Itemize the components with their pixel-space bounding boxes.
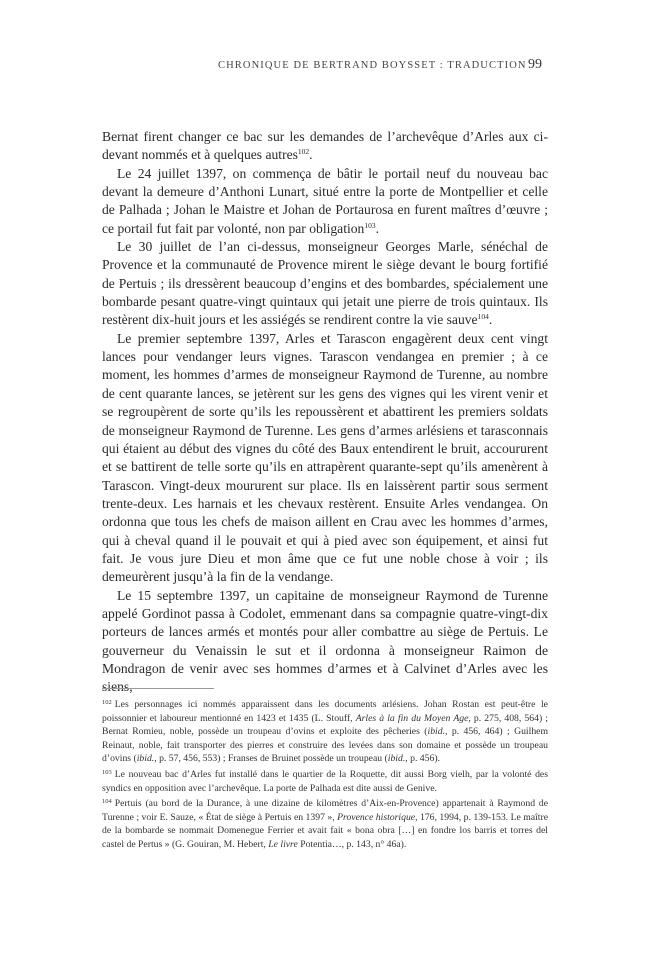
paragraph-text: Bernat firent changer ce bac sur les demandes de l’archevêque d’Arles aux ci-devant nommés et à quelques autres [102,129,548,163]
footnote-text: Potentia…, p. 143, n° 46a). [297,838,407,850]
paragraph [102,165,548,238]
footnotes [102,696,548,852]
paragraph-text: Le 24 juillet 1397, on commença de bâtir le portail neuf du nouveau bac devant la demeure d’Anthoni Lunart, situé entre la porte de Montpellier et celle de Palhada ; Johan le Maistre et Johan de Portaurosa en furent maîtres d’œuvre ; ce portail fut fait par volonté, non par obligation [102,165,548,236]
book-title: Le livre [268,838,298,850]
footnote-text: , p. 57, 456, 553) ; Franses de Bruinet possède un troupeau ( [154,753,388,765]
footnote-text: , p. 456). [405,753,440,765]
running-head: CHRONIQUE DE BERTRAND BOYSSET : TRADUCTION [218,60,527,71]
footnote-text: , 176, 1994, p. 139-153. Le maître de la bombarde se nommait Domenegue Ferrier et avait fait « bona obra […] en fondre los barris et torres del castel de Pertus » (G. Gouiran, M. Hebert, [102,811,548,850]
journal-title: Provence historique [337,811,416,823]
ibid: ibid. [387,753,406,765]
main-text [102,128,548,697]
footnote-ref[interactable]: 104 [477,312,489,322]
paragraph [102,128,548,165]
ibid: ibid. [136,753,155,765]
footnote-number: 104 [102,798,112,806]
ibid: ibid. [427,726,445,738]
punctuation: . [309,147,313,163]
footnote [102,766,548,795]
footnote-text: Les personnages ici nommés apparaissent dans les documents arlésiens. Johan Rostan est peut-être le poissonnier et laboureur mentionné en 1423 et 1435 (L. Stouff, [102,699,548,724]
paragraph: Le 15 septembre 1397, un capitaine de monseigneur Raymond de Turenne appelé Gordinot passa à Codolet, emmenant dans sa compagnie quatre-vingt-dix porteurs de lances armés et montés pour aller combattre au siège de Pertuis. Le gouverneur du Venaissin le sut et il ordonna à monseigneur Raimon de Mondragon de venir avec ses hommes d’armes et à Calvinet d’Arles avec les siens, [102,587,548,695]
footnote-ref[interactable]: 102 [297,147,310,157]
footnote [102,795,548,851]
footnote-text: Le nouveau bac d’Arles fut installé dans le quartier de la Roquette, dit aussi Borg vielh, par la volonté des syndics en opposition avec l’archevêque. La porte de Palhada est dite aussi de Genive. [102,768,548,794]
footnote-text: , p. 456, 464) ; Guilhem Reinaut, noble, fait transporter des pierres et construire des levées dans son domaine et possède un troupeau d’ovins ( [102,726,548,765]
page-number: 99 [528,57,542,72]
paragraph: Le premier septembre 1397, Arles et Tarascon engagèrent deux cent vingt lances pour vendanger leurs vignes. Tarascon vendangea en premier ; à ce moment, les hommes d’armes de monseigneur Raymond de Turenne, au nombre de cent quarante lances, se jetèrent sur les gens des vignes qui les virent venir et se regroupèrent de sorte qu’ils les repoussèrent et abattirent les premiers soldats de monseigneur Raymond de Turenne. Les gens d’armes arlésiens et tarasconnais qui étaient au début des vignes du côté des Baux entendirent le bruit, accoururent et se battirent de telle sorte qu’ils en attrapèrent quarante-sept qu’ils amenèrent à Tarascon. Vingt-deux moururent sur place. Ils en laissèrent partir sous serment trente-deux. Les harnais et les chevaux restèrent. Ensuite Arles vendangea. On ordonna que tous les chefs de maison aillent en Crau avec les hommes d’armes, qui à cheval quand il le pouvait et qui à pied avec son équipement, et ainsi fut fait. Je vous jure Dieu et mon âme que ce fut une noble chose à voir ; ils demeurèrent jusqu’à la fin de la vendange. [102,330,548,585]
footnote [102,696,548,766]
footnote-divider [102,688,214,689]
footnote-number: 102 [102,699,112,706]
footnote-text: Pertuis (au bord de la Durance, à une dizaine de kilomètres d’Aix-en-Provence) appartenait à Raymond de Turenne ; voir E. Sauze, « État de siège à Pertuis en 1397 », [102,798,548,823]
footnote-text: , p. 275, 408, 564) ; Bernat Romieu, noble, possède un troupeau d’ovins et exploite des pêcheries ( [102,712,548,738]
paragraph [102,238,548,330]
book-title: Arles à la fin du Moyen Age [355,712,469,724]
footnote-ref[interactable]: 103 [364,220,376,230]
paragraph-text: Le 30 juillet de l’an ci-dessus, monseigneur Georges Marle, sénéchal de Provence et la communauté de Provence mirent le siège devant le bourg fortifié de Pertuis ; ils dressèrent beaucoup d’engins et des bombardes, spécialement une bombarde pesant quatre-vingt quintaux qui jetait une pierre de trois quintaux. Ils restèrent dix-huit jours et les assiégés se rendirent contre la vie sauve [102,239,548,328]
footnote-number: 103 [102,768,112,776]
punctuation: . [375,220,380,236]
punctuation: . [488,312,493,328]
